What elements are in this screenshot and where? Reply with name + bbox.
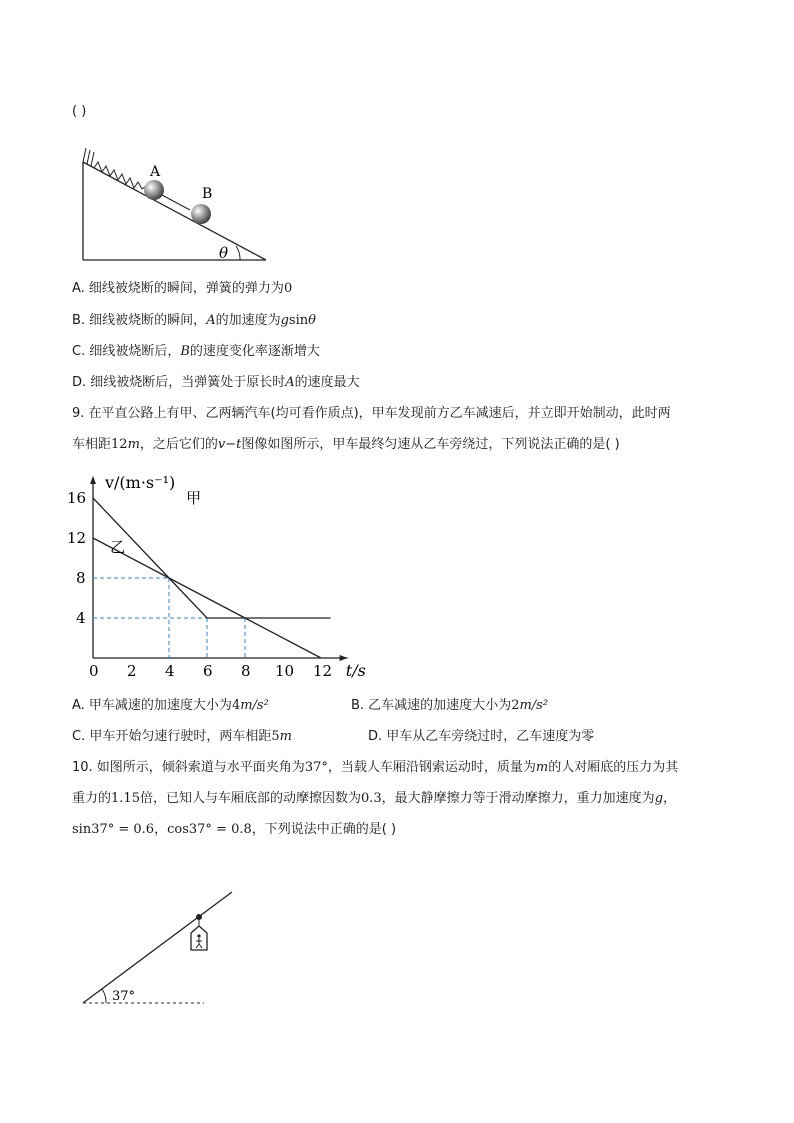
y-tick-8: 8	[76, 569, 86, 587]
q8-option-a: A. 细线被烧断的瞬间，弹簧的弹力为0	[72, 281, 293, 296]
vt-chart	[60, 466, 380, 686]
q9-stem-line1: 9. 在平直公路上有甲、乙两辆汽车(均可看作质点)，甲车发现前方乙车减速后，并立即开始制动，此时两	[72, 406, 671, 421]
ball-b	[191, 204, 211, 224]
label-b: B	[202, 186, 213, 202]
x-axis-label: t/s	[345, 661, 366, 680]
q9-option-d: D. 甲车从乙车旁绕过时，乙车速度为零	[368, 729, 595, 744]
y-tick-12: 12	[67, 529, 87, 547]
q8-option-d: D. 细线被烧断后，当弹簧处于原长时A的速度最大	[72, 375, 360, 390]
answer-paren: ( )	[72, 104, 87, 119]
x-tick-6: 6	[203, 662, 213, 680]
y-tick-4: 4	[76, 609, 86, 627]
angle-label: 37°	[112, 989, 136, 1004]
y-axis-arrow	[90, 476, 96, 484]
q10-stem-line1: 10. 如图所示，倾斜索道与水平面夹角为37°，当载人车厢沿钢索运动时，质量为m的人对厢底的压力为其	[72, 760, 679, 775]
q8-option-c: C. 细线被烧断后，B的速度变化率逐渐增大	[72, 344, 320, 359]
incline-spring-figure	[78, 140, 270, 264]
q9-stem-line2: 车相距12m，之后它们的v−t图像如图所示，甲车最终匀速从乙车旁绕过，下列说法正确的是( )	[72, 437, 620, 452]
q9-option-b: B. 乙车减速的加速度大小为2m/s²	[351, 698, 549, 713]
q8-option-b: B. 细线被烧断的瞬间，A的加速度为gsinθ	[72, 313, 316, 328]
label-a: A	[150, 164, 161, 180]
q10-stem-line3: sin37° = 0.6，cos37° = 0.8，下列说法中正确的是( )	[72, 822, 397, 837]
ball-a	[144, 180, 164, 200]
cable-line	[83, 892, 232, 1003]
y-tick-16: 16	[67, 489, 87, 507]
q9-option-a: A. 甲车减速的加速度大小为4m/s²	[72, 698, 269, 713]
x-tick-12: 12	[313, 662, 333, 680]
y-axis-label: v/(m·s⁻¹)	[105, 473, 176, 492]
x-tick-0: 0	[89, 662, 99, 680]
x-tick-2: 2	[127, 662, 137, 680]
series-label-1: 乙	[110, 538, 126, 556]
q9-option-c: C. 甲车开始匀速行驶时，两车相距5m	[72, 729, 292, 744]
x-tick-8: 8	[241, 662, 251, 680]
label-theta: θ	[219, 244, 229, 262]
cable-car-figure	[78, 886, 238, 1008]
q10-stem-line2: 重力的1.15倍，已知人与车厢底部的动摩擦因数为0.3，最大静摩擦力等于滑动摩擦力，重力加速度为g，	[72, 791, 677, 806]
x-tick-10: 10	[275, 662, 295, 680]
x-tick-4: 4	[165, 662, 175, 680]
series-label-0: 甲	[186, 489, 202, 507]
